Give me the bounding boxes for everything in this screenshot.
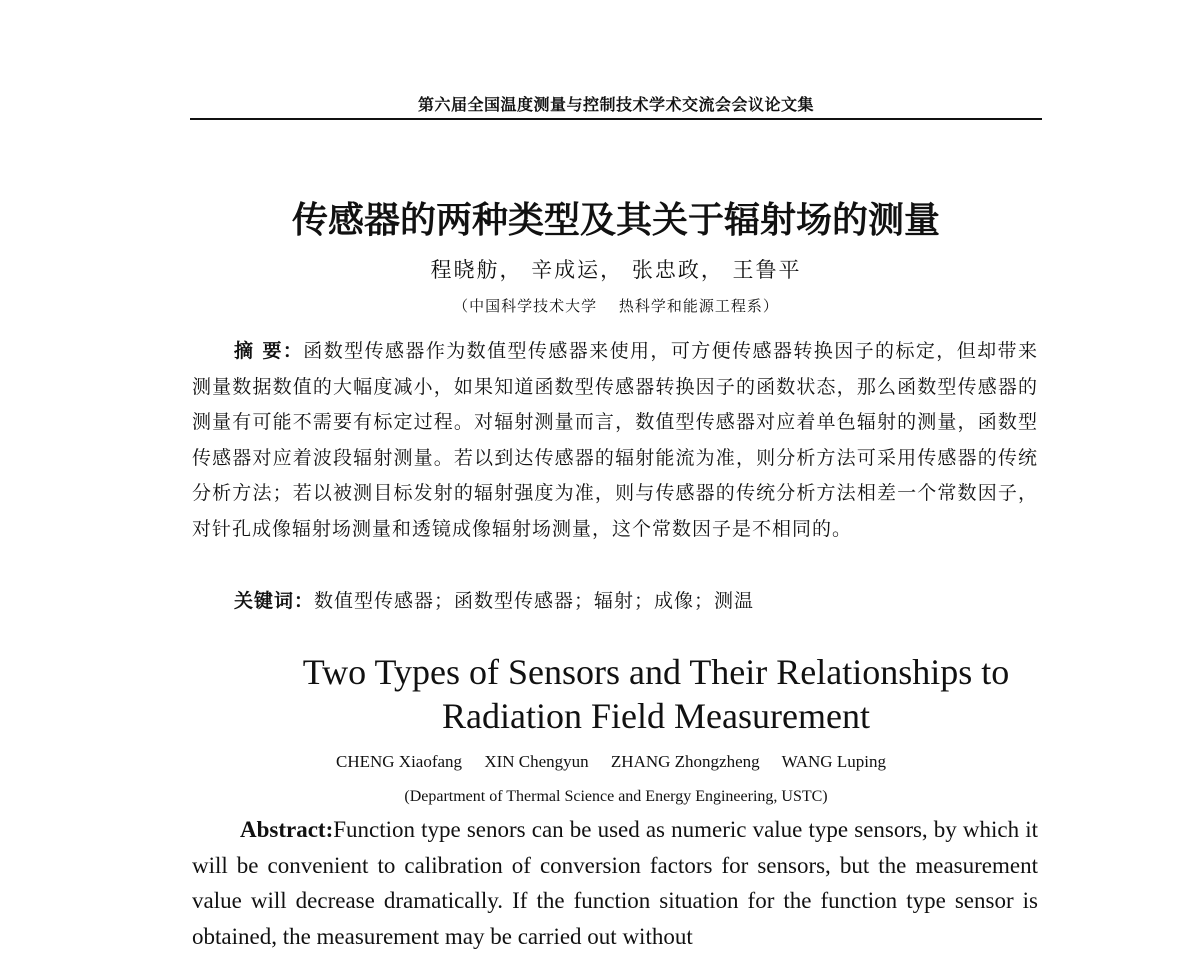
header-rule (190, 118, 1042, 120)
chinese-abstract (192, 334, 1038, 547)
english-abstract-label: Abstract: (240, 817, 334, 842)
chinese-abstract-label: 摘 要： (234, 340, 304, 362)
chinese-keywords-label: 关键词： (234, 590, 315, 612)
english-title-line-1: Two Types of Sensors and Their Relationships to (302, 652, 1010, 692)
chinese-abstract-text: 函数型传感器作为数值型传感器来使用，可方便传感器转换因子的标定，但却带来测量数据数值的大幅度减小，如果知道函数型传感器转换因子的函数状态，那么函数型传感器的测量有可能不需要有标定过程。对辐射测量而言，数值型传感器对应着单色辐射的测量，函数型传感器对应着波段辐射测量。若以到达传感器的辐射能流为准，则分析方法可采用传感器的传统分析方法；若以被测目标发射的辐射强度为准，则与传感器的传统分析方法相差一个常数因子，对针孔成像辐射场测量和透镜成像辐射场测量，这个常数因子是不相同的。 (192, 340, 1038, 540)
chinese-title: 传感器的两种类型及其关于辐射场的测量 (291, 200, 940, 241)
chinese-keywords-text: 数值型传感器；函数型传感器；辐射；成像；测温 (314, 590, 755, 612)
english-title-line-2: Radiation Field Measurement (442, 696, 870, 736)
chinese-authors: 程晓舫， 辛成运， 张忠政， 王鲁平 (430, 258, 802, 282)
chinese-affiliation: （中国科学技术大学 热科学和能源工程系） (453, 297, 779, 315)
running-header: 第六届全国温度测量与控制技术学术交流会会议论文集 (417, 95, 814, 114)
author-name: CHENG Xiaofang (336, 752, 463, 771)
english-authors (336, 752, 956, 772)
english-title (190, 650, 1122, 738)
english-abstract (192, 812, 1038, 954)
english-affiliation: (Department of Thermal Science and Energy Engineering, USTC) (404, 788, 828, 805)
author-name: XIN Chengyun (484, 752, 589, 771)
author-name: WANG Luping (781, 752, 886, 771)
author-name: ZHANG Zhongzheng (610, 752, 760, 771)
chinese-keywords (234, 586, 1038, 613)
english-abstract-text: Function type senors can be used as numeric value type sensors, by which it will be convenient to calibration of conversion factors for sensors, but the measurement value will decrease dramatically. If the function situation for the function type sensor is obtained, the measurement may be carried out without (192, 817, 1038, 949)
